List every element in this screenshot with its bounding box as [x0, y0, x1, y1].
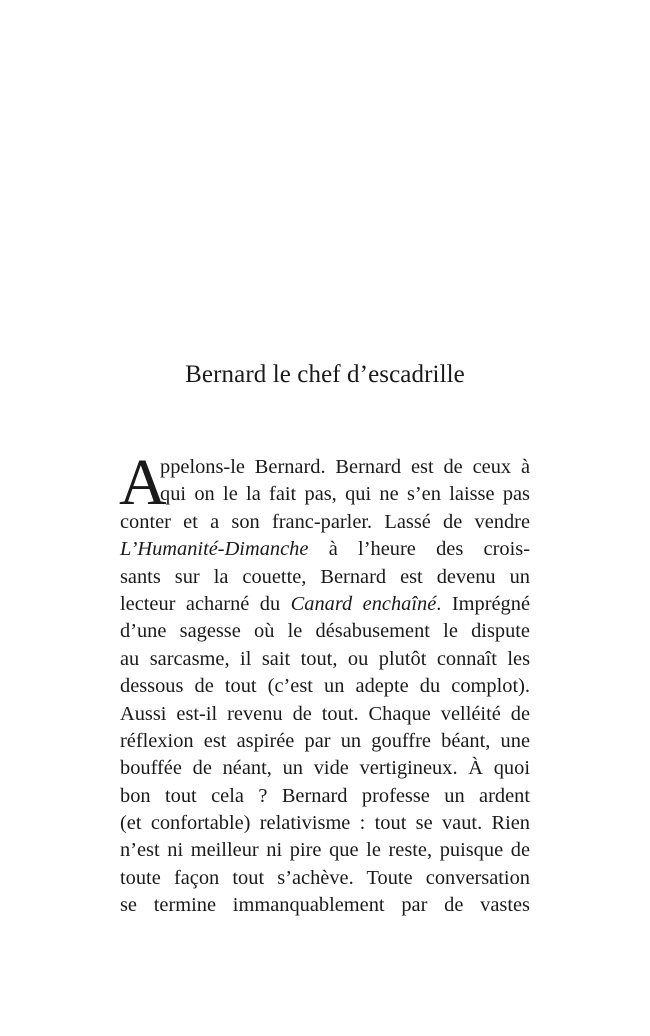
text-line	[120, 865, 530, 892]
text-line	[120, 701, 530, 728]
text-segment: ppelons-le Bernard. Bernard est de ceux à	[160, 456, 530, 478]
text-line	[120, 810, 530, 837]
text-segment: n’est ni meilleur ni pire que le reste, puisque de	[120, 839, 530, 862]
text-segment: dessous de tout (c’est un adepte du complot).	[120, 675, 530, 698]
text-line	[120, 618, 530, 645]
text-segment: conter et a son franc-parler. Lassé de vendre	[120, 510, 530, 533]
drop-cap: A	[119, 446, 167, 519]
paragraph	[119, 446, 530, 920]
text-segment: réflexion est aspirée par un gouffre béant, une	[120, 729, 530, 752]
text-line	[120, 509, 530, 536]
text-segment: d’une sagesse où le désabusement le dispute	[120, 620, 530, 643]
text-segment: qui on le la fait pas, qui ne s’en laisse pas	[160, 483, 530, 506]
chapter-title: Bernard le chef d’escadrille	[185, 361, 465, 388]
text-segment: bouffée de néant, un vide vertigineux. À quoi	[120, 757, 530, 780]
text-line	[120, 564, 530, 591]
text-segment: toute façon tout s’achève. Toute conversation	[120, 866, 530, 889]
body-text	[119, 446, 530, 920]
text-segment: lecteur acharné du	[120, 592, 291, 615]
text-line	[120, 536, 530, 563]
italic-title: Canard enchaîné	[290, 592, 437, 615]
text-segment: à l’heure des crois-	[308, 538, 530, 561]
text-segment: au sarcasme, il sait tout, ou plutôt connaît les	[120, 647, 530, 670]
text-line	[120, 591, 530, 618]
italic-title: L’Humanité-Dimanche	[120, 538, 309, 561]
text-segment: se termine immanquablement par de vastes	[120, 894, 530, 917]
text-line	[120, 481, 530, 508]
text-line	[120, 892, 530, 919]
text-line	[120, 646, 530, 673]
text-segment: (et confortable) relativisme : tout se vaut. Rien	[120, 812, 530, 835]
text-segment: Aussi est-il revenu de tout. Chaque velléité de	[120, 702, 530, 725]
text-segment: sants sur la couette, Bernard est devenu un	[120, 565, 530, 588]
text-segment: bon tout cela ? Bernard professe un ardent	[120, 784, 530, 807]
text-line	[120, 837, 530, 864]
text-line	[120, 454, 530, 481]
text-line	[120, 783, 530, 810]
text-line	[120, 673, 530, 700]
text-line	[120, 755, 530, 782]
text-line	[120, 728, 530, 755]
text-segment: . Imprégné	[436, 592, 530, 615]
